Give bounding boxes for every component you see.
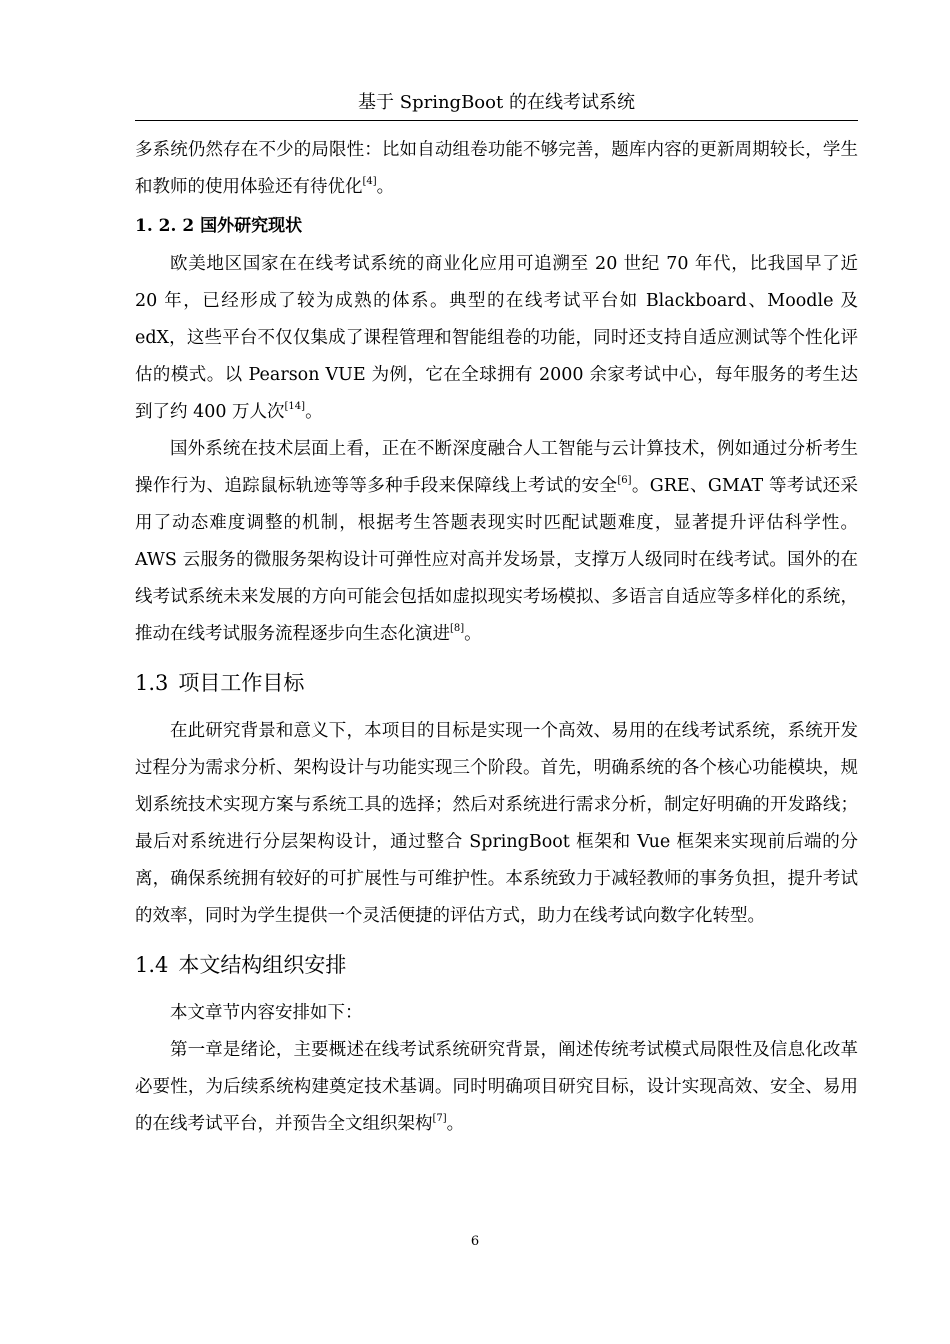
paragraph-text: 在此研究背景和意义下，本项目的目标是实现一个高效、易用的在线考试系统，系统开发过程分为需求分析、架构设计与功能实现三个阶段。首先，明确系统的各个核心功能模块，规划系统技术实现方案与系统工具的选择；然后对系统进行需求分析，制定好明确的开发路线；最后对系统进行分层架构设计，通过整合 SpringBoot 框架和 Vue 框架来实现前后端的分离，确保系统拥有较好的可扩展性与可维护性。本系统致力于减轻教师的事务负担，提升考试的效率，同时为学生提供一个灵活便捷的评估方式，助力在线考试向数字化转型。 bbox=[135, 721, 858, 926]
section-heading-1-2-2: 1. 2. 2 国外研究现状 bbox=[135, 216, 303, 236]
paragraph-end: 。 bbox=[446, 1114, 465, 1134]
paragraph-end: 。 bbox=[376, 177, 395, 197]
paragraph-end: 。 bbox=[305, 402, 323, 422]
page-number: 6 bbox=[470, 1234, 480, 1249]
citation-ref: [8] bbox=[450, 623, 465, 634]
citation-ref: [4] bbox=[362, 176, 377, 187]
header-rule bbox=[135, 120, 858, 121]
paragraph-chapter-intro bbox=[135, 995, 858, 1032]
paragraph-foreign-status bbox=[135, 246, 858, 431]
section-heading-1-3 bbox=[135, 661, 858, 705]
paragraph-continued bbox=[135, 132, 858, 206]
paragraph-text: 第一章是绪论，主要概述在线考试系统研究背景，阐述传统考试模式局限性及信息化改革必要性，为后续系统构建奠定技术基调。同时明确项目研究目标，设计实现高效、安全、易用的在线考试平台，并预告全文组织架构 bbox=[135, 1040, 858, 1134]
paragraph-end: 。 bbox=[464, 624, 482, 644]
section-heading-1-4 bbox=[135, 943, 858, 987]
paragraph-text: 。GRE、GMAT 等考试还采用了动态难度调整的机制，根据考生答题表现实时匹配试题难度，显著提升评估科学性。AWS 云服务的微服务架构设计可弹性应对高并发场景，支撑万人级同时在线考试。国外的在线考试系统未来发展的方向可能会包括如虚拟现实考场模拟、多语言自适应等多样化的系统，推动在线考试服务流程逐步向生态化演进 bbox=[135, 476, 858, 644]
page-body bbox=[135, 132, 858, 1143]
paragraph-foreign-tech bbox=[135, 431, 858, 653]
citation-ref: [14] bbox=[284, 401, 306, 412]
paragraph-text: 国外系统在技术层面上看，正在不断深度融合人工智能与云计算技术，例如通过分析考生操作行为、追踪鼠标轨迹等等多种手段来保障线上考试的安全 bbox=[135, 439, 858, 496]
paragraph-chapter-one bbox=[135, 1032, 858, 1143]
section-number: 1.4 bbox=[135, 953, 169, 977]
paragraph-text: 本文章节内容安排如下： bbox=[170, 1003, 363, 1023]
paragraph-project-goal bbox=[135, 713, 858, 935]
section-title: 本文结构组织安排 bbox=[178, 953, 347, 977]
paragraph-text: 欧美地区国家在在线考试系统的商业化应用可追溯至 20 世纪 70 年代，比我国早了近 20 年，已经形成了较为成熟的体系。典型的在线考试平台如 Blackboard、Moodle 及 edX，这些平台不仅仅集成了课程管理和智能组卷的功能，同时还支持自适应测试等个性化评估的模式。以 Pearson VUE 为例，它在全球拥有 2000 余家考试中心，每年服务的考生达到了约 400 万人次 bbox=[135, 254, 858, 422]
paragraph-text: 多系统仍然存在不少的局限性：比如自动组卷功能不够完善，题库内容的更新周期较长，学生和教师的使用体验还有待优化 bbox=[135, 140, 858, 197]
running-header: 基于 SpringBoot 的在线考试系统 bbox=[358, 92, 635, 113]
citation-ref: [7] bbox=[432, 1113, 447, 1124]
section-number: 1.3 bbox=[135, 671, 169, 695]
section-title: 项目工作目标 bbox=[178, 671, 305, 695]
citation-ref: [6] bbox=[617, 475, 632, 486]
